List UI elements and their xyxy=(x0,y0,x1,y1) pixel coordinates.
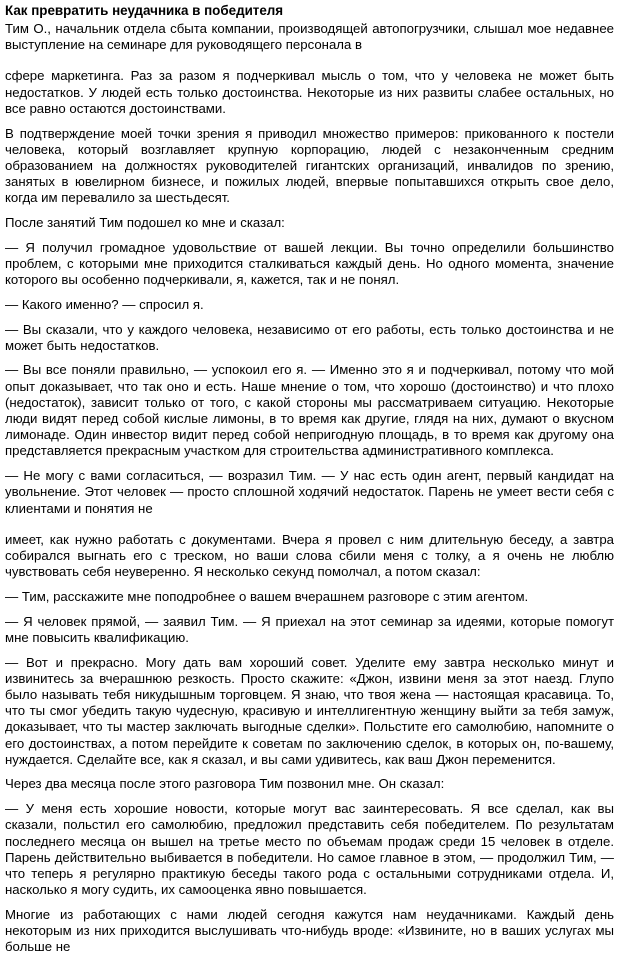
paragraph: сфере маркетинга. Раз за разом я подчеркивал мысль о том, что у человека не может быть недостатков. У людей есть только достоинства. Некоторые из них развиты слабее остальных, но все равно остаются достоинствами. xyxy=(5,68,614,116)
paragraph: Тим О., начальник отдела сбыта компании, производящей автопогрузчики, слышал мое недавнее выступление на семинаре для руководящего персонала в xyxy=(5,21,614,53)
paragraph: — Вот и прекрасно. Могу дать вам хороший совет. Уделите ему завтра несколько минут и извинитесь за вчерашнюю резкость. Просто скажите: «Джон, извини меня за этот наезд. Глупо было называть тебя никудышным торговцем. Я знаю, что твоя жена — настоящая красавица. То, что ты смог убедить такую чудесную, красивую и интеллигентную женщину выйти за тебя замуж, доказывает, что ты мастер заключать выгодные сделки». Польстите его самолюбию, напомните о его достоинствах, а потом перейдите к советам по заключению сделок, в которых он, по-вашему, нуждается. Сделайте все, как я сказал, и вы сами удивитесь, как ваш Джон переменится. xyxy=(5,654,614,767)
paragraph: — Тим, расскажите мне поподробнее о вашем вчерашнем разговоре с этим агентом. xyxy=(5,588,529,604)
paragraph: — Вы все поняли правильно, — успокоил его я. — Именно это я и подчеркивал, потому что мой опыт доказывает, что так оно и есть. Наше мнение о том, что хорошо (достоинство) и что плохо (недостаток), зависит только от того, с какой стороны мы рассматриваем ситуацию. Некоторые люди видят перед собой кислые лимоны, в то время как другие, глядя на них, думают о вкусном лимонаде. Один инвестор видит перед собой непригодную площадь, в то время как другому она представляется прекрасным участком для строительства административного комплекса. xyxy=(5,362,614,459)
paragraph: — Вы сказали, что у каждого человека, независимо от его работы, есть только достоинства и не может быть недостатков. xyxy=(5,321,614,353)
paragraph: имеет, как нужно работать с документами. Вчера я провел с ним длительную беседу, а завтра собирался выгнать его с треском, но ваши слова сбили меня с толку, а я очень не люблю чувствовать себя неуверенно. Я несколько секунд помолчал, а потом сказал: xyxy=(5,531,614,580)
paragraph: — У меня есть хорошие новости, которые могут вас заинтересовать. Я все сделал, как вы сказали, польстил его самолюбию, предложил представить себя победителем. По результатам последнего месяца он вышел на третье место по объемам продаж среди 15 человек в отделе. Парень действительно выбивается в победители. Но самое главное в этом, — продолжил Тим, — что теперь я регулярно практикую беседы такого рода с остальными сотрудниками отдела. И, насколько я могу судить, их самооценка явно повышается. xyxy=(5,801,614,898)
paragraph: — Не могу с вами согласиться, — возразил Тим. — У нас есть один агент, первый кандидат на увольнение. Этот человек — просто сплошной ходячий недостаток. Парень не умеет вести себя с клиентами и понятия не xyxy=(5,468,614,516)
paragraph: — Какого именно? — спросил я. xyxy=(5,296,204,312)
paragraph: Многие из работающих с нами людей сегодня кажутся нам неудачниками. Каждый день некоторым из них приходится выслушивать что-нибудь вроде: «Извините, но в ваших услугах мы больше не xyxy=(5,906,614,955)
paragraph: После занятий Тим подошел ко мне и сказал: xyxy=(5,215,285,231)
paragraph: — Я получил громадное удовольствие от вашей лекции. Вы точно определили большинство проблем, с которыми мне приходится сталкиваться каждый день. Но одного момента, значение которого вы особенно подчеркивали, я, кажется, так и не понял. xyxy=(5,239,614,288)
document-title: Как превратить неудачника в победителя xyxy=(5,3,284,18)
paragraph: — Я человек прямой, — заявил Тим. — Я приехал на этот семинар за идеями, которые помогут мне повысить квалификацию. xyxy=(5,613,614,645)
paragraph: В подтверждение моей точки зрения я приводил множество примеров: прикованного к постели человека, который возглавляет крупную корпорацию, людей с незаконченным средним образованием на должностях руководителей гигантских организаций, инвалидов по зрению, занятых в ювелирном бизнесе, и пожилых людей, впервые попытавшихся открыть свое дело, когда им перевалило за шестьдесят. xyxy=(5,125,614,206)
paragraph: Через два месяца после этого разговора Тим позвонил мне. Он сказал: xyxy=(5,776,445,792)
